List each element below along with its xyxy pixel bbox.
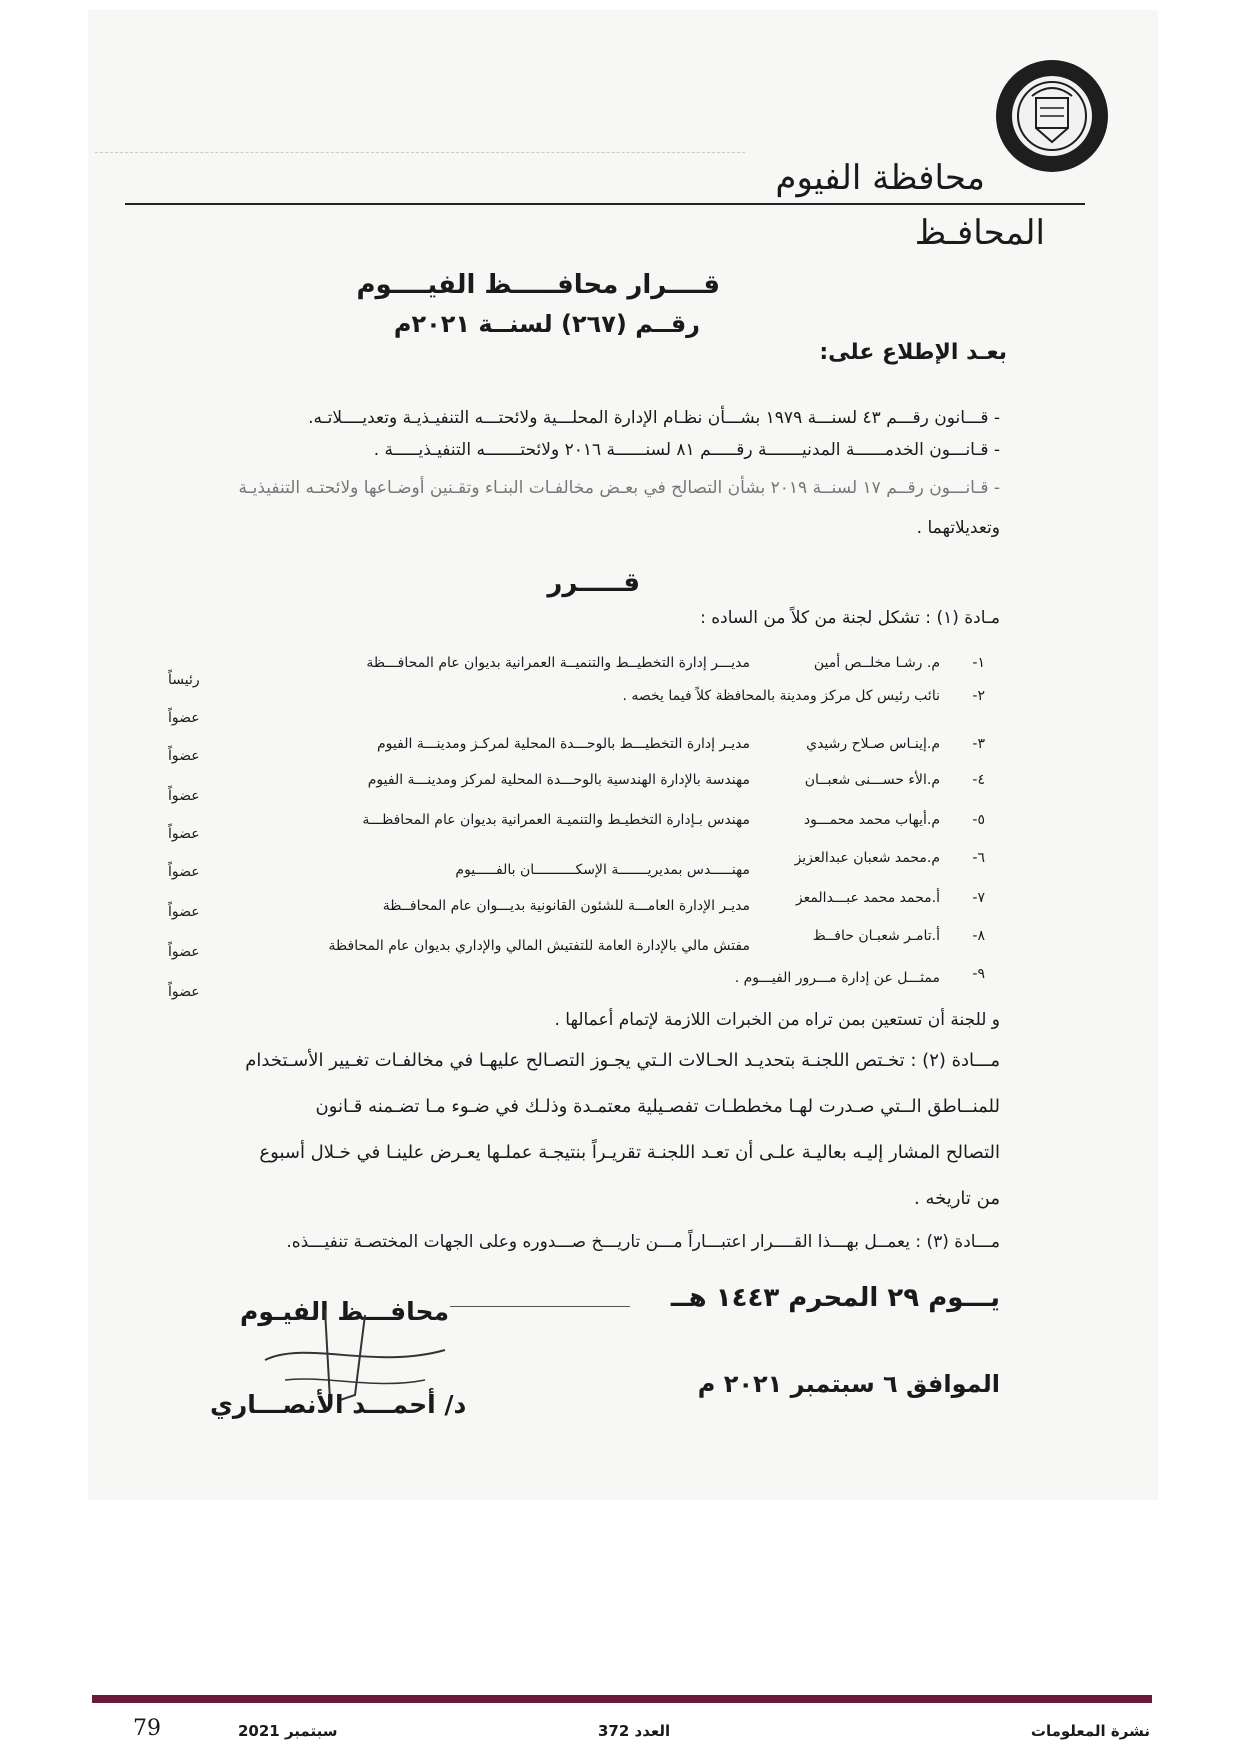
member-role: مهنـــــدس بمديريـــــــة الإسكــــــــــان بالفـــــيوم [455,862,750,878]
footer-bar [92,1695,1152,1703]
member-role: مهندسة بالإدارة الهندسية بالوحـــدة المحلية لمركز ومدينـــة الفيوم [367,772,750,788]
member-status: عضواً [168,904,200,920]
article-2-line: من تاريخه . [914,1188,1000,1209]
governor-title: المحافـظ [914,213,1045,253]
member-name: نائب رئيس كل مركز ومدينة بالمحافظة كلاً فيما يخصه . [622,688,940,704]
law-item-continuation: وتعديلاتهما . [916,518,1000,538]
member-name: م.الأء حســـنى شعبــان [804,772,940,788]
law-item: - قـانـــون الخدمــــــة المدنيـــــــة رقـــــم ٨١ لسنــــــة ٢٠١٦ ولائحتـــــــه التنفيـذيـــــة . [373,440,1000,460]
decision-title: قــــرار محافـــــظ الفيــــوم [356,270,720,300]
article-3-line: مـــادة (٣) : يعمــل بهـــذا القــــرار اعتبـــاراً مـــن تاريـــخ صـــدوره وعلى الجهات المختصـة تنفيـــذه. [286,1232,1000,1252]
law-item: - قـانـــون رقــم ١٧ لسنــة ٢٠١٩ بشأن التصالح في بعـض مخالفـات البنـاء وتقـنين أوضـاعها ولائحتـه التنفيذيـة [238,478,1000,498]
member-name: أ.محمد محمد عبـــدالمعز [795,890,940,906]
signature-underline [450,1306,630,1307]
date-gregorian: الموافق ٦ سبتمبر ٢٠٢١ م [697,1370,1000,1398]
member-name: م. رشـا مخلــص أمين [813,655,940,671]
footer-publication: نشرة المعلومات [1030,1722,1150,1740]
article-2-line: للمنــاطق الــتي صـدرت لهـا مخططـات تفصـيلية معتمـدة وذلـك في ضـوء مـا تضـمنه قـانون [315,1096,1000,1117]
law-item: - قـــانون رقـــم ٤٣ لسنـــة ١٩٧٩ بشـــأن نظـام الإدارة المحلـــية ولائحتـــه التنفيـذيـة وتعديــــلاتـه. [308,408,1000,428]
member-number: ٦- [972,850,985,866]
member-status: عضواً [168,826,200,842]
member-number: ٥- [972,812,985,828]
member-name: أ.تامـر شعبـان حافــظ [812,928,940,944]
date-hijri: يـــوم ٢٩ المحرم ١٤٤٣ هــ [670,1283,1000,1313]
fayoum-seal-icon [992,56,1112,176]
header-rule [125,203,1085,205]
member-name: م.إينـاس صـلاح رشيدي [806,736,940,752]
member-role: مهندس بـإدارة التخطيـط والتنميـة العمرانية بديوان عام المحافظـــة [362,812,750,828]
member-number: ٩- [972,966,985,982]
member-name: م.محمد شعبان عبدالعزيز [794,850,940,866]
footer-page-number: 79 [133,1716,161,1741]
member-number: ٤- [972,772,985,788]
member-number: ٨- [972,928,985,944]
member-status: عضواً [168,788,200,804]
decided-heading: قـــــرر [547,568,640,598]
experts-line: و للجنة أن تستعين بمن تراه من الخبرات اللازمة لإتمام أعمالها . [554,1010,1000,1030]
member-status: عضواً [168,710,200,726]
article-2-line: مـــادة (٢) : تخـتص اللجنـة بتحديـد الحـالات الـتي يجـوز التصـالح عليهـا في مخالفـات تغـيير الأسـتخدام [245,1050,1000,1071]
signature-name: د/ أحمـــد الأنصـــاري [210,1390,467,1419]
member-status: عضواً [168,944,200,960]
article-2-line: التصالح المشار إليـه بعاليـة علـى أن تعـد اللجنـة تقريـراً بنتيجـة عملـها يعـرض علينـا في خـلال أسبوع [259,1142,1000,1163]
member-number: ٢- [972,688,985,704]
member-role: مديـر إدارة التخطيـــط بالوحـــدة المحلية لمركـز ومدينـــة الفيوم [377,736,750,752]
member-status: عضواً [168,984,200,1000]
member-number: ١- [972,655,985,671]
member-role: مديـر الإدارة العامـــة للشئون القانونية بديـــوان عام المحافــظة [382,898,750,914]
signature-title: محافـــظ الفيـوم [240,1297,450,1326]
header-dashed-rule [95,152,745,153]
member-name: م.أيهاب محمد محمـــود [803,812,940,828]
decision-number: رقــم (٢٦٧) لسنــة ٢٠٢١م [393,310,700,338]
article-1-intro: مـادة (١) : تشكل لجنة من كلاً من الساده : [700,608,1000,628]
governorate-name: محافظة الفيوم [775,158,985,198]
member-status: رئيساً [168,672,200,688]
member-number: ٧- [972,890,985,906]
member-role: مديـــر إدارة التخطيــط والتنميــة العمرانية بديوان عام المحافـــظة [366,655,750,671]
member-number: ٣- [972,736,985,752]
member-status: عضواً [168,748,200,764]
member-role: مفتش مالي بالإدارة العامة للتفتيش المالي والإداري بديوان عام المحافظة [328,938,750,954]
member-name: ممثـــل عن إدارة مـــرور الفيـــوم . [734,970,940,986]
footer-month: سبتمبر 2021 [238,1722,338,1740]
footer-issue: العدد 372 [598,1722,671,1740]
member-status: عضواً [168,864,200,880]
after-review-label: بعـد الإطلاع على: [819,340,1007,365]
